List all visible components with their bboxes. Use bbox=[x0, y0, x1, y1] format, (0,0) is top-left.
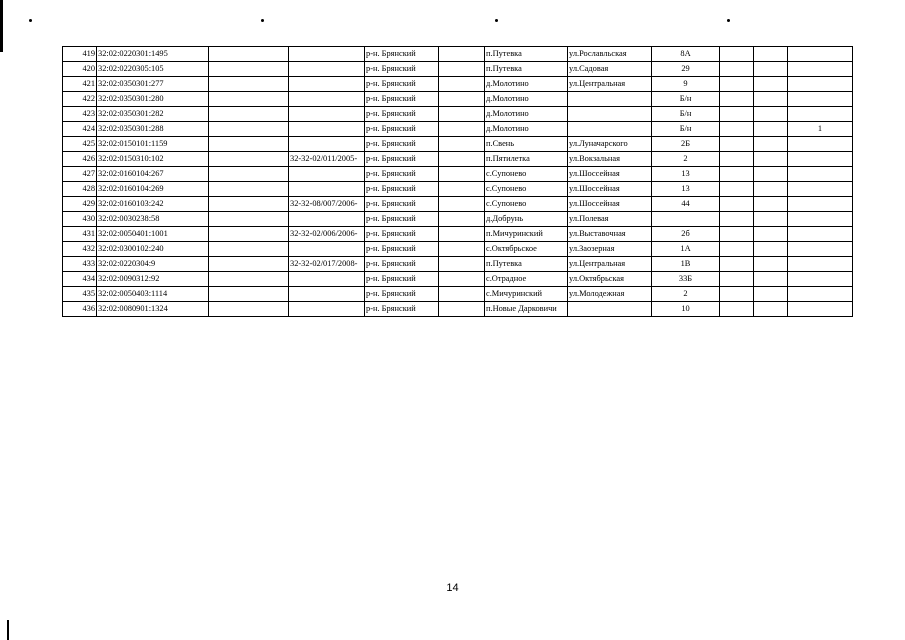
street-cell: ул.Заозерная bbox=[568, 242, 652, 257]
street-cell: ул.Луначарского bbox=[568, 137, 652, 152]
cadastral-number-cell: 32:02:0350301:282 bbox=[97, 107, 209, 122]
quantity-cell bbox=[788, 107, 853, 122]
empty-cell bbox=[439, 287, 485, 302]
empty-cell bbox=[720, 47, 754, 62]
cadastral-number-cell: 32:02:0050403:1114 bbox=[97, 287, 209, 302]
row-number-cell: 422 bbox=[63, 92, 97, 107]
house-number-cell: 2б bbox=[652, 227, 720, 242]
register-table-body bbox=[63, 47, 853, 317]
quantity-cell bbox=[788, 92, 853, 107]
row-number-cell: 426 bbox=[63, 152, 97, 167]
empty-cell bbox=[209, 182, 289, 197]
locality-cell: п.Свень bbox=[485, 137, 568, 152]
house-number-cell: 1А bbox=[652, 242, 720, 257]
empty-cell bbox=[720, 287, 754, 302]
empty-cell bbox=[720, 77, 754, 92]
house-number-cell: 2 bbox=[652, 152, 720, 167]
registration-number-cell bbox=[289, 92, 365, 107]
page-number: 14 bbox=[446, 582, 459, 594]
empty-cell bbox=[720, 92, 754, 107]
property-register-table bbox=[62, 46, 853, 317]
locality-cell: с.Отрадное bbox=[485, 272, 568, 287]
registration-number-cell bbox=[289, 167, 365, 182]
quantity-cell: 1 bbox=[788, 122, 853, 137]
cadastral-number-cell: 32:02:0160103:242 bbox=[97, 197, 209, 212]
locality-cell: п.Путевка bbox=[485, 257, 568, 272]
row-number-cell: 419 bbox=[63, 47, 97, 62]
table-row bbox=[63, 227, 853, 242]
quantity-cell bbox=[788, 152, 853, 167]
empty-cell bbox=[439, 47, 485, 62]
row-number-cell: 424 bbox=[63, 122, 97, 137]
table-row bbox=[63, 92, 853, 107]
row-number-cell: 430 bbox=[63, 212, 97, 227]
locality-cell: с.Супонево bbox=[485, 167, 568, 182]
table-row bbox=[63, 212, 853, 227]
street-cell bbox=[568, 122, 652, 137]
house-number-cell: 13 bbox=[652, 182, 720, 197]
registration-number-cell bbox=[289, 287, 365, 302]
district-cell: р-н. Брянский bbox=[365, 302, 439, 317]
row-number-cell: 435 bbox=[63, 287, 97, 302]
street-cell: ул.Центральная bbox=[568, 77, 652, 92]
empty-cell bbox=[439, 137, 485, 152]
district-cell: р-н. Брянский bbox=[365, 92, 439, 107]
table-row bbox=[63, 122, 853, 137]
row-number-cell: 434 bbox=[63, 272, 97, 287]
house-number-cell: 10 bbox=[652, 302, 720, 317]
empty-cell bbox=[439, 92, 485, 107]
empty-cell bbox=[754, 107, 788, 122]
quantity-cell bbox=[788, 77, 853, 92]
locality-cell: д.Молотино bbox=[485, 92, 568, 107]
table-row bbox=[63, 257, 853, 272]
empty-cell bbox=[439, 122, 485, 137]
row-number-cell: 429 bbox=[63, 197, 97, 212]
cadastral-number-cell: 32:02:0090312:92 bbox=[97, 272, 209, 287]
cadastral-number-cell: 32:02:0300102:240 bbox=[97, 242, 209, 257]
empty-cell bbox=[209, 242, 289, 257]
locality-cell: п.Мичуринский bbox=[485, 227, 568, 242]
empty-cell bbox=[754, 257, 788, 272]
cadastral-number-cell: 32:02:0050401:1001 bbox=[97, 227, 209, 242]
street-cell bbox=[568, 92, 652, 107]
empty-cell bbox=[439, 242, 485, 257]
row-number-cell: 436 bbox=[63, 302, 97, 317]
row-number-cell: 433 bbox=[63, 257, 97, 272]
house-number-cell: 33Б bbox=[652, 272, 720, 287]
registration-number-cell bbox=[289, 62, 365, 77]
empty-cell bbox=[439, 167, 485, 182]
house-number-cell: Б/н bbox=[652, 107, 720, 122]
empty-cell bbox=[439, 182, 485, 197]
empty-cell bbox=[720, 62, 754, 77]
registration-number-cell bbox=[289, 47, 365, 62]
registration-number-cell bbox=[289, 182, 365, 197]
registration-number-cell: 32-32-08/007/2006- bbox=[289, 197, 365, 212]
house-number-cell: 44 bbox=[652, 197, 720, 212]
house-number-cell: 9 bbox=[652, 77, 720, 92]
registration-number-cell bbox=[289, 77, 365, 92]
empty-cell bbox=[439, 227, 485, 242]
district-cell: р-н. Брянский bbox=[365, 62, 439, 77]
table-row bbox=[63, 62, 853, 77]
row-number-cell: 427 bbox=[63, 167, 97, 182]
street-cell: ул.Шоссейная bbox=[568, 167, 652, 182]
table-row bbox=[63, 272, 853, 287]
locality-cell: с.Супонево bbox=[485, 197, 568, 212]
empty-cell bbox=[209, 302, 289, 317]
cadastral-number-cell: 32:02:0350301:280 bbox=[97, 92, 209, 107]
cadastral-number-cell: 32:02:0220301:1495 bbox=[97, 47, 209, 62]
locality-cell: п.Путевка bbox=[485, 47, 568, 62]
table-row bbox=[63, 287, 853, 302]
empty-cell bbox=[209, 272, 289, 287]
empty-cell bbox=[754, 197, 788, 212]
street-cell: ул.Выставочная bbox=[568, 227, 652, 242]
table-row bbox=[63, 152, 853, 167]
empty-cell bbox=[720, 242, 754, 257]
empty-cell bbox=[720, 272, 754, 287]
district-cell: р-н. Брянский bbox=[365, 77, 439, 92]
district-cell: р-н. Брянский bbox=[365, 167, 439, 182]
cadastral-number-cell: 32:02:0150310:102 bbox=[97, 152, 209, 167]
registration-number-cell bbox=[289, 137, 365, 152]
empty-cell bbox=[209, 77, 289, 92]
house-number-cell: 8А bbox=[652, 47, 720, 62]
empty-cell bbox=[754, 272, 788, 287]
quantity-cell bbox=[788, 257, 853, 272]
row-number-cell: 431 bbox=[63, 227, 97, 242]
locality-cell: д.Молотино bbox=[485, 122, 568, 137]
empty-cell bbox=[720, 257, 754, 272]
table-row bbox=[63, 107, 853, 122]
empty-cell bbox=[439, 302, 485, 317]
locality-cell: с.Октябрьское bbox=[485, 242, 568, 257]
empty-cell bbox=[720, 122, 754, 137]
cadastral-number-cell: 32:02:0350301:277 bbox=[97, 77, 209, 92]
quantity-cell bbox=[788, 287, 853, 302]
empty-cell bbox=[754, 62, 788, 77]
empty-cell bbox=[754, 287, 788, 302]
row-number-cell: 421 bbox=[63, 77, 97, 92]
empty-cell bbox=[439, 197, 485, 212]
house-number-cell: 2Б bbox=[652, 137, 720, 152]
district-cell: р-н. Брянский bbox=[365, 287, 439, 302]
empty-cell bbox=[209, 167, 289, 182]
house-number-cell: Б/н bbox=[652, 92, 720, 107]
district-cell: р-н. Брянский bbox=[365, 137, 439, 152]
empty-cell bbox=[209, 62, 289, 77]
empty-cell bbox=[720, 167, 754, 182]
quantity-cell bbox=[788, 212, 853, 227]
empty-cell bbox=[720, 197, 754, 212]
district-cell: р-н. Брянский bbox=[365, 47, 439, 62]
punch-hole-dot bbox=[29, 19, 32, 22]
locality-cell: д.Молотино bbox=[485, 77, 568, 92]
street-cell: ул.Молодежная bbox=[568, 287, 652, 302]
house-number-cell: 13 bbox=[652, 167, 720, 182]
registration-number-cell bbox=[289, 272, 365, 287]
district-cell: р-н. Брянский bbox=[365, 242, 439, 257]
empty-cell bbox=[209, 197, 289, 212]
empty-cell bbox=[754, 182, 788, 197]
cadastral-number-cell: 32:02:0220304:9 bbox=[97, 257, 209, 272]
empty-cell bbox=[754, 92, 788, 107]
empty-cell bbox=[439, 152, 485, 167]
district-cell: р-н. Брянский bbox=[365, 182, 439, 197]
empty-cell bbox=[209, 212, 289, 227]
empty-cell bbox=[754, 122, 788, 137]
scan-edge-mark-top bbox=[0, 0, 3, 52]
table-row bbox=[63, 182, 853, 197]
row-number-cell: 428 bbox=[63, 182, 97, 197]
scan-edge-mark-bottom bbox=[7, 620, 9, 640]
empty-cell bbox=[209, 47, 289, 62]
registration-number-cell: 32-32-02/017/2008- bbox=[289, 257, 365, 272]
locality-cell: п.Новые Дарковичи bbox=[485, 302, 568, 317]
quantity-cell bbox=[788, 182, 853, 197]
registration-number-cell bbox=[289, 302, 365, 317]
row-number-cell: 432 bbox=[63, 242, 97, 257]
row-number-cell: 420 bbox=[63, 62, 97, 77]
cadastral-number-cell: 32:02:0160104:267 bbox=[97, 167, 209, 182]
district-cell: р-н. Брянский bbox=[365, 212, 439, 227]
street-cell: ул.Садовая bbox=[568, 62, 652, 77]
quantity-cell bbox=[788, 137, 853, 152]
empty-cell bbox=[720, 302, 754, 317]
cadastral-number-cell: 32:02:0160104:269 bbox=[97, 182, 209, 197]
district-cell: р-н. Брянский bbox=[365, 257, 439, 272]
district-cell: р-н. Брянский bbox=[365, 122, 439, 137]
registration-number-cell bbox=[289, 242, 365, 257]
table-row bbox=[63, 47, 853, 62]
empty-cell bbox=[439, 62, 485, 77]
empty-cell bbox=[754, 242, 788, 257]
district-cell: р-н. Брянский bbox=[365, 272, 439, 287]
quantity-cell bbox=[788, 167, 853, 182]
house-number-cell bbox=[652, 212, 720, 227]
cadastral-number-cell: 32:02:0080901:1324 bbox=[97, 302, 209, 317]
registration-number-cell bbox=[289, 122, 365, 137]
cadastral-number-cell: 32:02:0030238:58 bbox=[97, 212, 209, 227]
registration-number-cell: 32-32-02/011/2005- bbox=[289, 152, 365, 167]
table-row bbox=[63, 167, 853, 182]
street-cell bbox=[568, 107, 652, 122]
empty-cell bbox=[209, 227, 289, 242]
district-cell: р-н. Брянский bbox=[365, 107, 439, 122]
locality-cell: д.Молотино bbox=[485, 107, 568, 122]
cadastral-number-cell: 32:02:0220305:105 bbox=[97, 62, 209, 77]
empty-cell bbox=[754, 212, 788, 227]
district-cell: р-н. Брянский bbox=[365, 152, 439, 167]
empty-cell bbox=[754, 137, 788, 152]
street-cell: ул.Шоссейная bbox=[568, 182, 652, 197]
empty-cell bbox=[209, 287, 289, 302]
district-cell: р-н. Брянский bbox=[365, 227, 439, 242]
house-number-cell: Б/н bbox=[652, 122, 720, 137]
empty-cell bbox=[720, 212, 754, 227]
street-cell: ул.Полевая bbox=[568, 212, 652, 227]
empty-cell bbox=[754, 77, 788, 92]
empty-cell bbox=[720, 107, 754, 122]
empty-cell bbox=[720, 137, 754, 152]
table-row bbox=[63, 197, 853, 212]
locality-cell: д.Добрунь bbox=[485, 212, 568, 227]
table-row bbox=[63, 137, 853, 152]
locality-cell: п.Пятилетка bbox=[485, 152, 568, 167]
house-number-cell: 1В bbox=[652, 257, 720, 272]
locality-cell: с.Супонево bbox=[485, 182, 568, 197]
punch-hole-dot bbox=[727, 19, 730, 22]
locality-cell: с.Мичуринский bbox=[485, 287, 568, 302]
empty-cell bbox=[720, 182, 754, 197]
row-number-cell: 423 bbox=[63, 107, 97, 122]
empty-cell bbox=[209, 122, 289, 137]
row-number-cell: 425 bbox=[63, 137, 97, 152]
quantity-cell bbox=[788, 302, 853, 317]
street-cell: ул.Шоссейная bbox=[568, 197, 652, 212]
empty-cell bbox=[209, 257, 289, 272]
cadastral-number-cell: 32:02:0150101:1159 bbox=[97, 137, 209, 152]
empty-cell bbox=[754, 47, 788, 62]
empty-cell bbox=[754, 167, 788, 182]
locality-cell: п.Путевка bbox=[485, 62, 568, 77]
empty-cell bbox=[209, 152, 289, 167]
registration-number-cell: 32-32-02/006/2006- bbox=[289, 227, 365, 242]
quantity-cell bbox=[788, 242, 853, 257]
empty-cell bbox=[209, 92, 289, 107]
street-cell bbox=[568, 302, 652, 317]
empty-cell bbox=[720, 152, 754, 167]
empty-cell bbox=[439, 212, 485, 227]
empty-cell bbox=[754, 302, 788, 317]
street-cell: ул.Центральная bbox=[568, 257, 652, 272]
registration-number-cell bbox=[289, 212, 365, 227]
empty-cell bbox=[720, 227, 754, 242]
street-cell: ул.Рославльская bbox=[568, 47, 652, 62]
empty-cell bbox=[439, 77, 485, 92]
empty-cell bbox=[754, 152, 788, 167]
table-row bbox=[63, 77, 853, 92]
empty-cell bbox=[754, 227, 788, 242]
quantity-cell bbox=[788, 197, 853, 212]
quantity-cell bbox=[788, 227, 853, 242]
empty-cell bbox=[439, 257, 485, 272]
quantity-cell bbox=[788, 47, 853, 62]
house-number-cell: 29 bbox=[652, 62, 720, 77]
quantity-cell bbox=[788, 272, 853, 287]
punch-hole-dot bbox=[495, 19, 498, 22]
quantity-cell bbox=[788, 62, 853, 77]
empty-cell bbox=[439, 107, 485, 122]
cadastral-number-cell: 32:02:0350301:288 bbox=[97, 122, 209, 137]
house-number-cell: 2 bbox=[652, 287, 720, 302]
street-cell: ул.Вокзальная bbox=[568, 152, 652, 167]
empty-cell bbox=[439, 272, 485, 287]
registration-number-cell bbox=[289, 107, 365, 122]
punch-hole-dot bbox=[261, 19, 264, 22]
table-row bbox=[63, 242, 853, 257]
table-row bbox=[63, 302, 853, 317]
empty-cell bbox=[209, 137, 289, 152]
street-cell: ул.Октябрьская bbox=[568, 272, 652, 287]
empty-cell bbox=[209, 107, 289, 122]
district-cell: р-н. Брянский bbox=[365, 197, 439, 212]
